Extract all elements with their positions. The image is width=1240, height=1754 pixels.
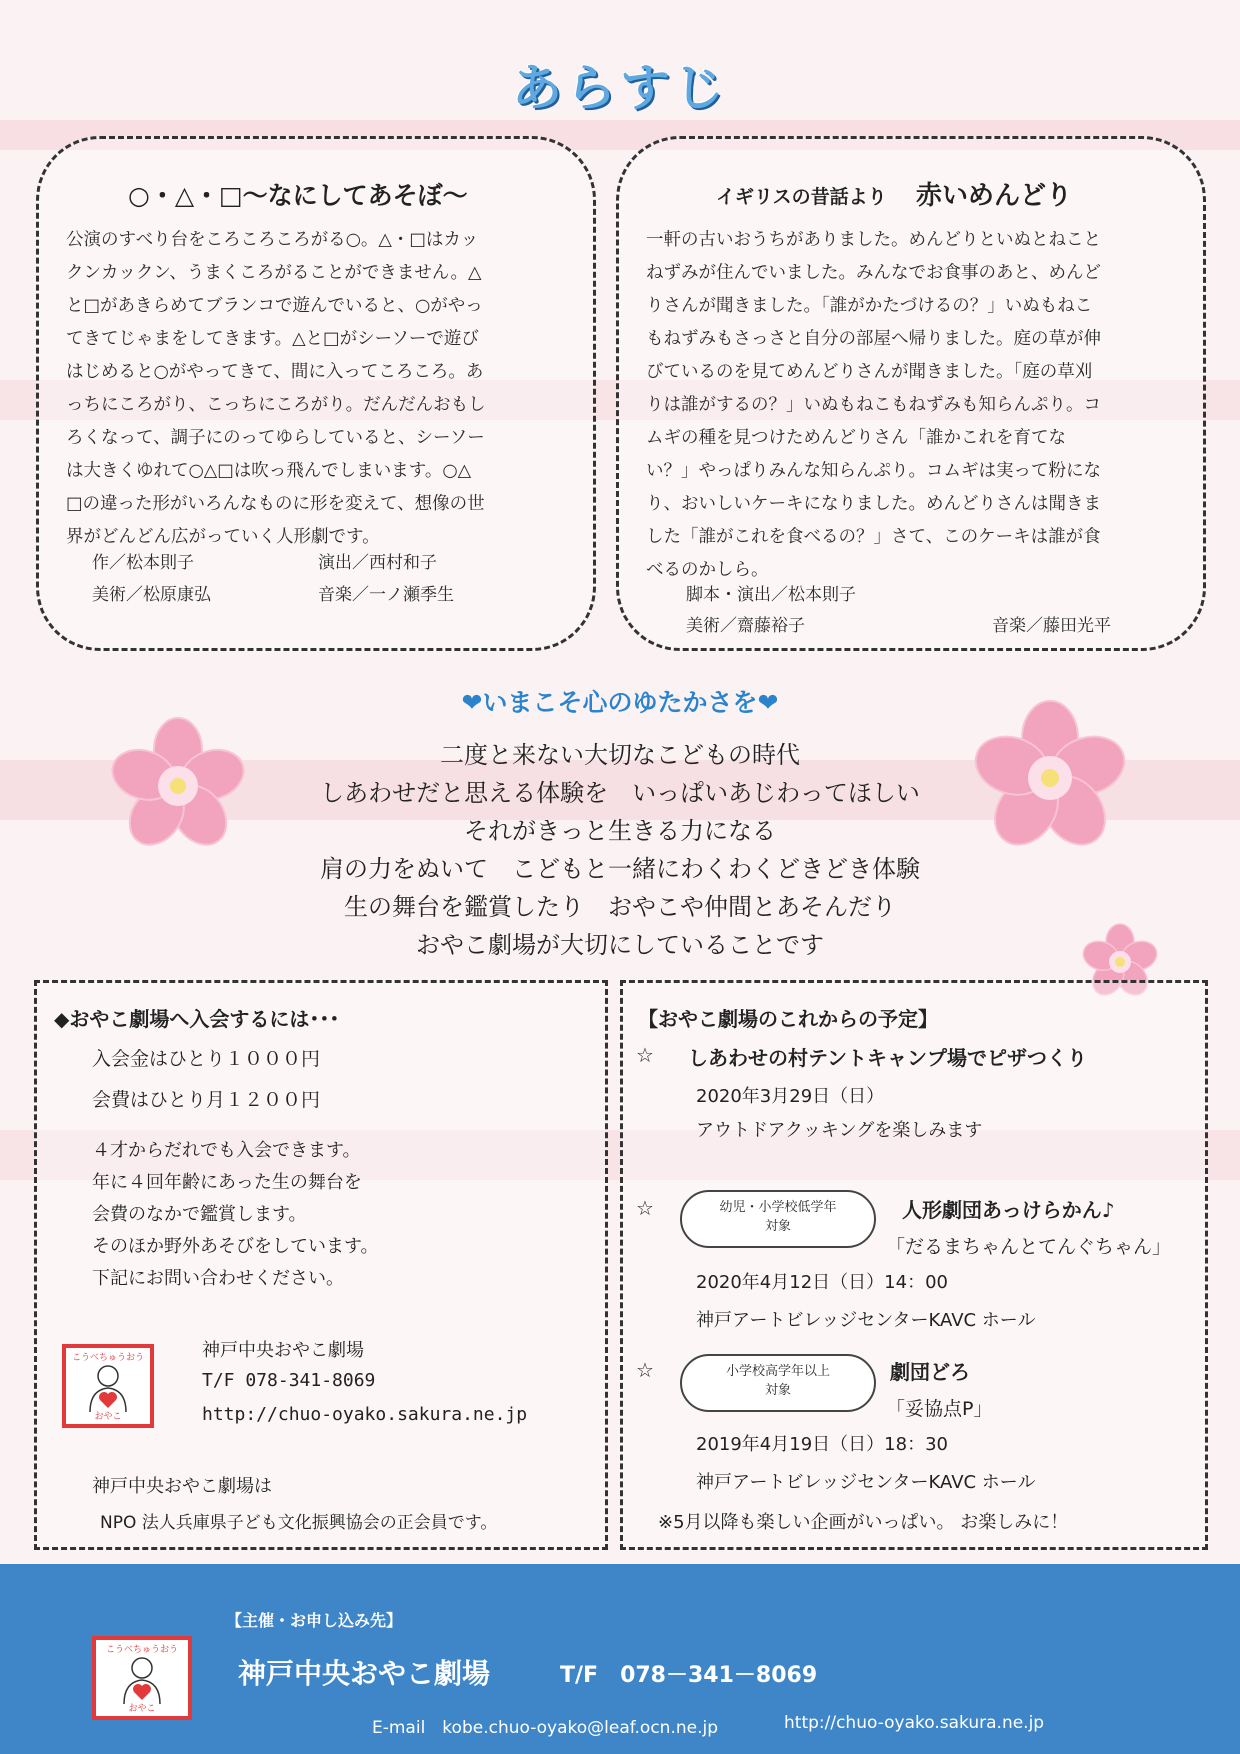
schedule-title: 【おやこ劇場のこれからの予定】 (638, 1007, 938, 1031)
event1-date: 2020年3月29日（日） (696, 1086, 885, 1107)
story1-text (66, 224, 486, 554)
story2-title: 赤いめんどり (916, 181, 1073, 211)
event3-play: 「妥協点P」 (886, 1398, 993, 1420)
logo-bottom-text: おやこ (94, 1412, 122, 1422)
join-tel: T/F 078-341-8069 (202, 1370, 376, 1391)
story2-line: べるのかしら。 (646, 560, 769, 580)
event3-target-badge (680, 1354, 876, 1412)
event2-datetime: 2020年4月12日（日）14：00 (696, 1272, 948, 1293)
join-line: 下記にお問い合わせください。 (92, 1268, 344, 1289)
story2-credit: 美術／齋藤裕子 (686, 616, 805, 636)
story1-line: クンカックン、うまくころがることができません。△ (66, 263, 482, 283)
story2-line: り、おいしいケーキになりました。めんどりさんは聞きま (646, 494, 1101, 514)
footer-org-name: 神戸中央おやこ劇場 (238, 1657, 491, 1690)
story1-line: はじめると○がやってきて、間に入ってころころ。あ (66, 362, 484, 382)
event2-target-line: 幼児・小学校低学年 (719, 1200, 837, 1215)
event3-datetime: 2019年4月19日（日）18：30 (696, 1434, 948, 1455)
logo-top-text: こうべちゅうおう (71, 1353, 144, 1363)
message-line: おやこ劇場が大切にしていることです (416, 931, 824, 959)
story1-line: 公演のすべり台をころころころがる○。△・□はカッ (66, 230, 479, 250)
story1-credit: 美術／松原康弘 (92, 585, 211, 605)
message-line: しあわせだと思える体験を いっぱいあじわってほしい (320, 779, 920, 807)
footer-email[interactable]: E-mail kobe.chuo-oyako@leaf.ocn.ne.jp (372, 1718, 719, 1738)
story2-line: りは誰がするの？」いぬもねこもねずみも知らんぷり。コ (646, 395, 1101, 415)
message-line: 肩の力をぬいて こどもと一緒にわくわくどきどき体験 (320, 855, 920, 883)
story1-credit: 音楽／一ノ瀬季生 (318, 585, 454, 605)
logo-bottom-text: おやこ (128, 1704, 156, 1714)
star-icon: ☆ (636, 1358, 654, 1382)
join-url[interactable]: http://chuo-oyako.sakura.ne.jp (202, 1404, 528, 1425)
star-icon: ☆ (636, 1196, 654, 1220)
join-line: 年に４回年齢にあった生の舞台を (92, 1172, 362, 1193)
star-icon: ☆ (636, 1043, 654, 1067)
join-line: 会費のなかで鑑賞します。 (92, 1204, 307, 1225)
message-line: それがきっと生きる力になる (464, 817, 776, 845)
story2-line: りさんが聞きました。「誰がかたづけるの？」いぬもねこ (646, 296, 1093, 316)
story2-credit: 音楽／藤田光平 (992, 616, 1111, 636)
footer-url[interactable]: http://chuo-oyako.sakura.ne.jp (784, 1713, 1045, 1733)
event1-title: しあわせの村テントキャンプ場でピザつくり (688, 1046, 1087, 1070)
story1-line: ろくなって、調子にのってゆらしていると、シーソー (66, 428, 485, 448)
join-note: NPO 法人兵庫県子ども文化振興協会の正会員です。 (100, 1513, 498, 1533)
story2-line: びているのを見てめんどりさんが聞きました。「庭の草刈 (646, 362, 1093, 382)
event2-play: 「だるまちゃんとてんぐちゃん」 (886, 1236, 1172, 1258)
event2-target-badge (680, 1190, 876, 1248)
story1-line: っちにころがり、こっちにころがり。だんだんおもし (66, 395, 486, 415)
page-title: あらすじ (512, 59, 728, 117)
story1-credit: 作／松本則子 (92, 553, 194, 573)
logo-top-text: こうべちゅうおう (105, 1645, 178, 1655)
story2-line: い？」やっぱりみんな知らんぷり。コムギは実って粉にな (646, 461, 1101, 481)
join-title: ◆おやこ劇場へ入会するには･･･ (54, 1007, 340, 1031)
event3-troupe: 劇団どろ (890, 1360, 970, 1384)
sakura-flower-icon (108, 716, 248, 856)
join-line: そのほか野外あそびをしています。 (92, 1236, 379, 1257)
story2-credit: 脚本・演出／松本則子 (686, 585, 856, 605)
story1-line: と□があきらめてブランコで遊んでいると、○がやっ (66, 296, 483, 316)
footer-tel: T/F 078－341－8069 (560, 1663, 818, 1688)
story1-line: □の違った形がいろんなものに形を変えて、想像の世 (66, 494, 485, 514)
footer-label: 【主催・お申し込み先】 (226, 1611, 403, 1630)
footer (0, 1564, 1240, 1754)
story2-line: もねずみもさっさと自分の部屋へ帰りました。庭の草が伸 (646, 329, 1101, 349)
event3-target-line: 小学校高学年以上 (725, 1364, 830, 1379)
story2-line: ねずみが住んでいました。みんなでお食事のあと、めんど (646, 263, 1101, 283)
story1-credit: 演出／西村和子 (318, 553, 437, 573)
event2-venue: 神戸アートビレッジセンターKAVC ホール (696, 1310, 1036, 1331)
event2-target-line: 対象 (764, 1219, 791, 1234)
org-logo (62, 1344, 154, 1428)
join-fee-entry: 入会金はひとり１０００円 (92, 1048, 321, 1070)
story2-line: ムギの種を見つけためんどりさん「誰かこれを育てな (646, 428, 1066, 448)
story1-line: てきてじゃまをしてきます。△と□がシーソーで遊び (66, 329, 479, 349)
message-line: 生の舞台を鑑賞したり おやこや仲間とあそんだり (344, 893, 896, 921)
event3-target-line: 対象 (764, 1383, 791, 1398)
join-org-name: 神戸中央おやこ劇場 (202, 1340, 364, 1361)
story2-line: 一軒の古いおうちがありました。めんどりといぬとねこと (646, 230, 1101, 250)
story2-line: した「誰がこれを食べるの？」さて、このケーキは誰が食 (646, 527, 1101, 547)
join-line: ４才からだれでも入会できます。 (92, 1140, 361, 1161)
sakura-flower-icon (970, 698, 1130, 858)
story1-line: は大きくゆれて○△□は吹っ飛んでしまいます。○△ (66, 461, 472, 481)
story2-title-prefix: イギリスの昔話より (716, 186, 887, 208)
event1-desc: アウトドアクッキングを楽しみます (696, 1120, 983, 1141)
join-fee-monthly: 会費はひとり月１２００円 (92, 1089, 321, 1111)
event2-troupe: 人形劇団あっけらかん♪ (902, 1198, 1115, 1222)
join-note: 神戸中央おやこ劇場は (92, 1476, 272, 1497)
schedule-note: ※5月以降も楽しい企画がいっぱい。 お楽しみに！ (658, 1512, 1069, 1533)
event3-venue: 神戸アートビレッジセンターKAVC ホール (696, 1472, 1036, 1493)
message-line: 二度と来ない大切なこどもの時代 (440, 741, 800, 769)
story1-line: 界がどんどん広がっていく人形劇です。 (66, 527, 380, 547)
story1-title: ○・△・□〜なにしてあそぼ〜 (128, 181, 468, 210)
footer-logo (92, 1636, 192, 1720)
message-title: ❤いまこそ心のゆたかさを❤ (461, 688, 779, 717)
story2-text (646, 224, 1101, 587)
